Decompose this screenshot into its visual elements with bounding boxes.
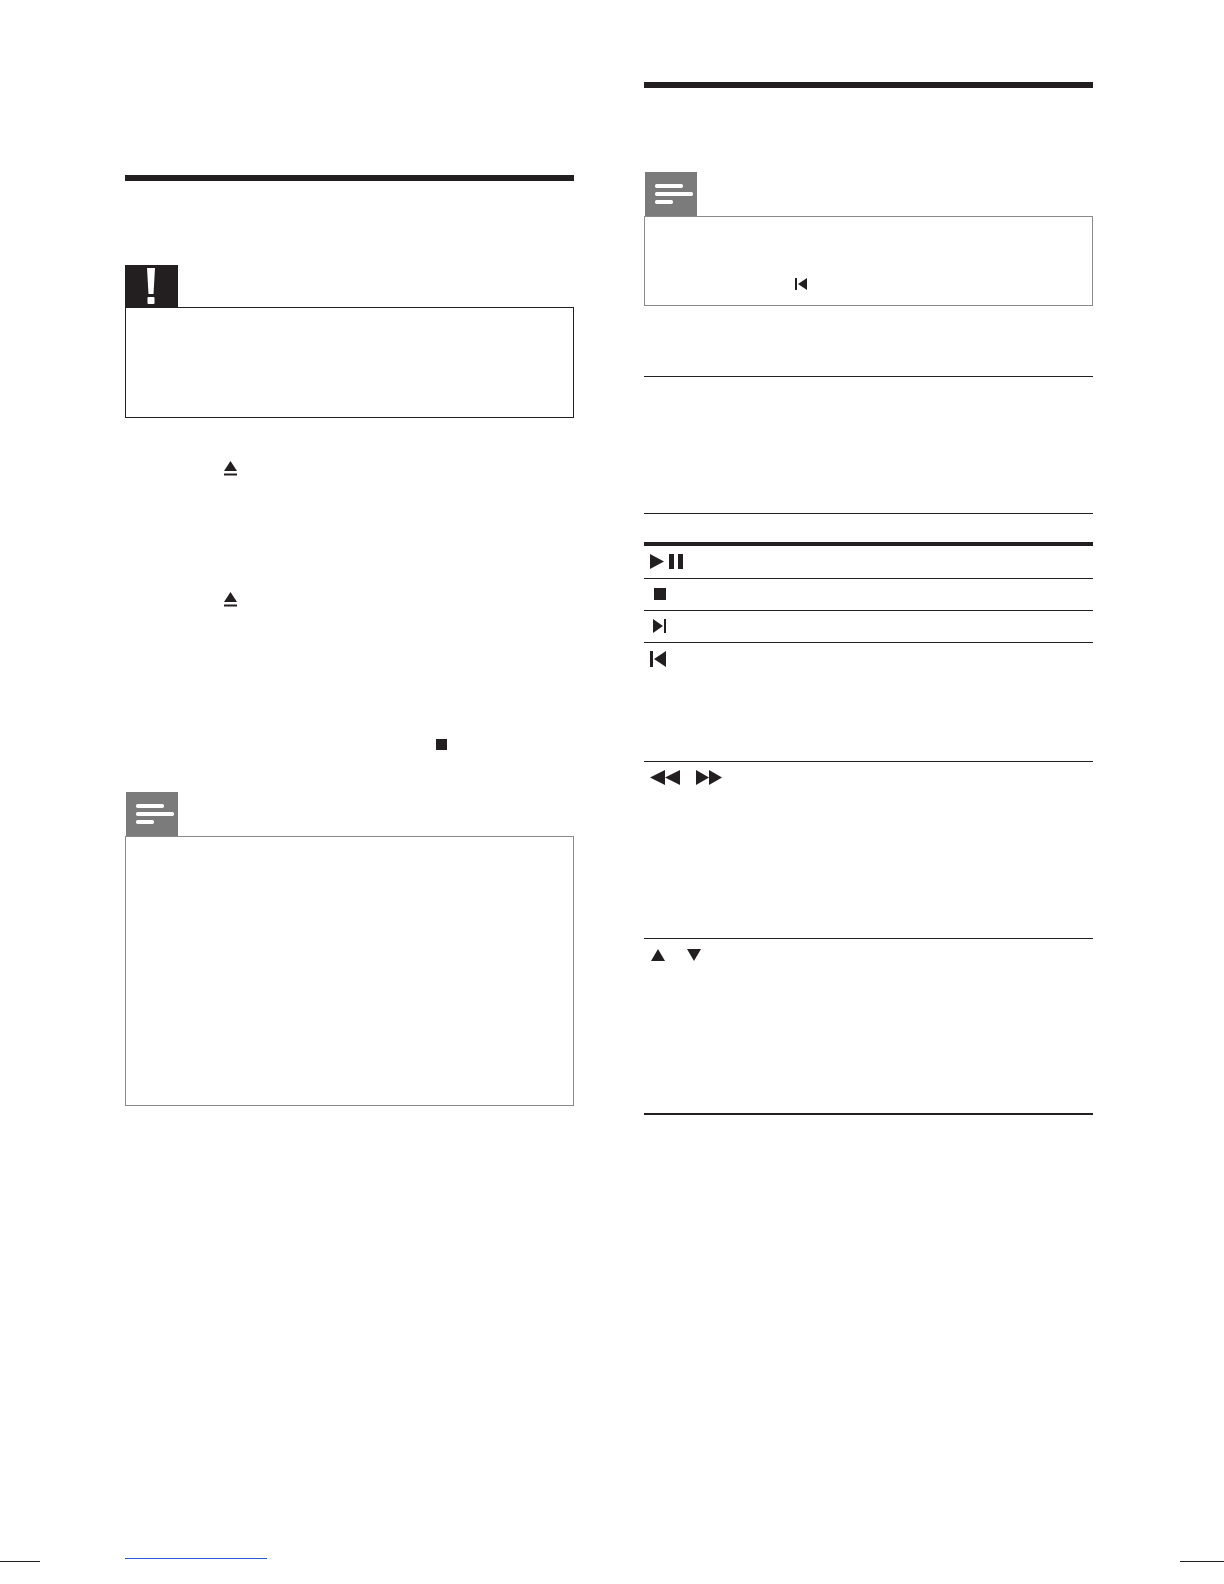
- footer-mark-left: [0, 1561, 40, 1562]
- controls-table-bottom-rule: [644, 1113, 1093, 1115]
- eject-icon: [224, 592, 237, 607]
- footer-mark-right: [1180, 1561, 1224, 1562]
- controls-table-row-divider: [644, 642, 1093, 643]
- subsection-heading-rule: [644, 376, 1093, 377]
- fast-forward-icon: [696, 770, 722, 785]
- next-track-icon: [653, 619, 666, 633]
- controls-table-row-divider: [644, 761, 1093, 762]
- previous-track-icon: [795, 278, 807, 290]
- controls-table-row-divider: [644, 938, 1093, 939]
- note-box-right: [644, 216, 1093, 306]
- note-box-left: [125, 836, 574, 1106]
- footer-link-underline: [125, 1558, 267, 1559]
- caution-box: [125, 307, 574, 418]
- caution-tab: [125, 265, 178, 308]
- controls-table-header-rule: [644, 542, 1093, 546]
- section-heading-rule-right: [644, 82, 1093, 88]
- controls-table-top-rule: [644, 513, 1093, 514]
- note-tab-left: [126, 792, 178, 837]
- up-arrow-icon: [651, 949, 665, 961]
- down-arrow-icon: [687, 949, 701, 961]
- play-pause-icon: [650, 554, 686, 569]
- note-lines-icon: [136, 804, 174, 828]
- stop-icon: [654, 588, 666, 600]
- eject-icon: [224, 461, 237, 476]
- controls-table-row-divider: [644, 578, 1093, 579]
- stop-icon: [436, 739, 447, 750]
- controls-table-row-divider: [644, 610, 1093, 611]
- exclamation-icon: [144, 268, 158, 305]
- note-tab-right: [645, 172, 697, 217]
- section-heading-rule-left: [125, 175, 574, 181]
- note-lines-icon: [655, 184, 693, 208]
- rewind-icon: [650, 770, 680, 785]
- previous-track-icon: [650, 651, 666, 667]
